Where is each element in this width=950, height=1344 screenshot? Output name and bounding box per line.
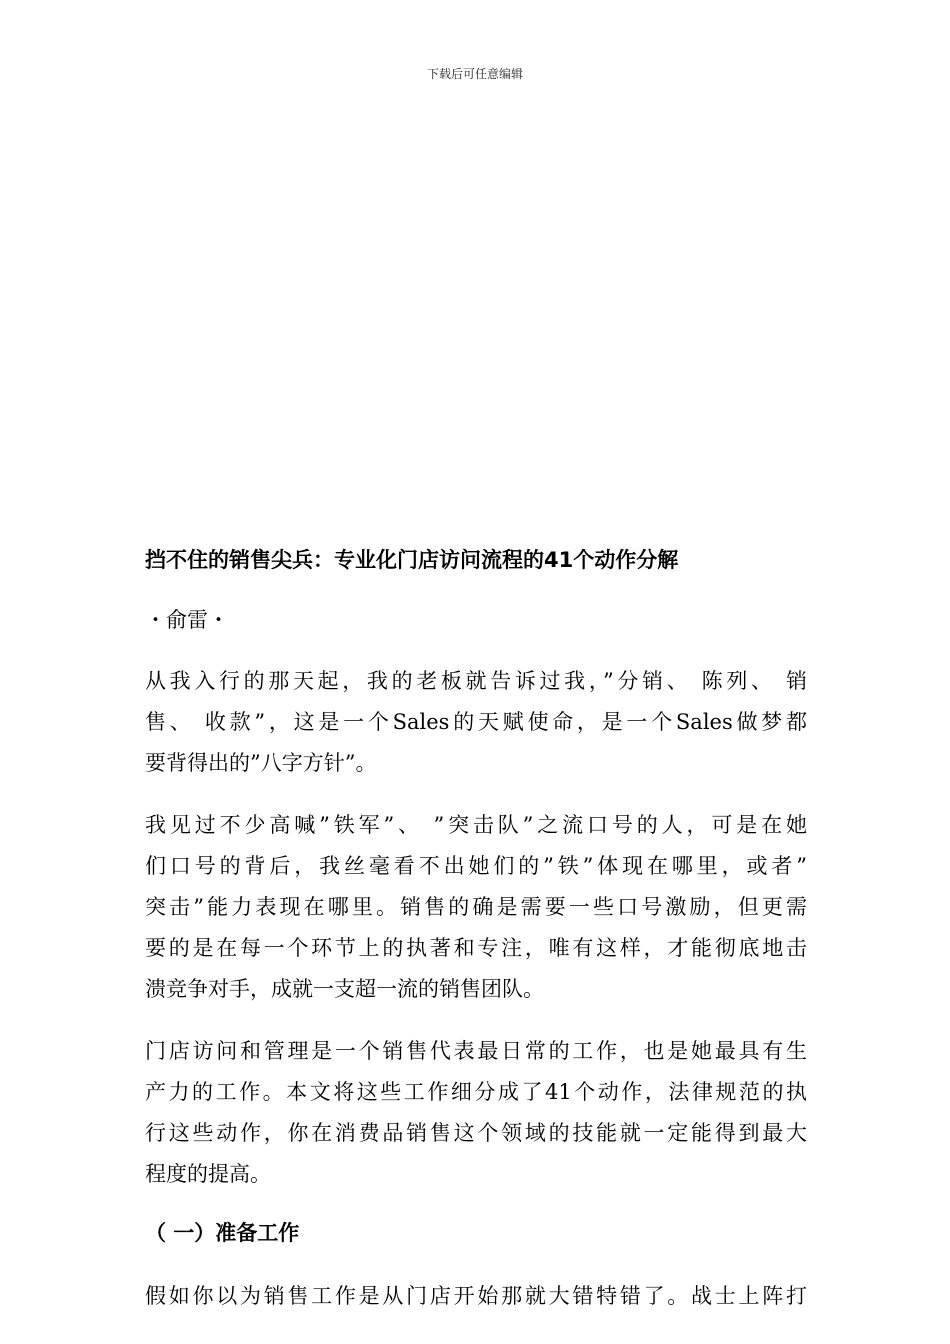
header-note: 下载后可任意编辑	[426, 67, 523, 81]
paragraph-line: 假如你以为销售工作是从门店开始那就大错特错了。战士上阵打	[145, 1284, 807, 1308]
paragraph-line: 程度的提高。	[145, 1162, 271, 1186]
paragraph-line: 产力的工作。本文将这些工作细分成了41个动作，法律规范的执	[145, 1080, 807, 1104]
article-title: 挡不住的销售尖兵：专业化门店访问流程的41个动作分解	[145, 548, 679, 572]
paragraph-line: 从我入行的那天起，我的老板就告诉过我，”分销、 陈列、 销	[145, 669, 807, 693]
section-heading: （ 一）准备工作	[145, 1221, 300, 1245]
article-body	[145, 543, 807, 1338]
paragraph-2	[145, 805, 807, 1010]
paragraph-1	[145, 661, 807, 784]
paragraph-3	[145, 1031, 807, 1195]
paragraph-line: 突击”能力表现在哪里。销售的确是需要一些口号激励，但更需	[145, 895, 807, 919]
paragraph-line: 要的是在每一个环节上的执著和专注，唯有这样，才能彻底地击	[145, 936, 807, 960]
paragraph-line: 售、 收款”，这是一个Sales的天赋使命，是一个Sales做梦都	[145, 710, 807, 734]
paragraph-line: 我见过不少高喊”铁军”、 ”突击队”之流口号的人，可是在她	[145, 813, 807, 837]
paragraph-line: 行这些动作，你在消费品销售这个领域的技能就一定能得到最大	[145, 1121, 807, 1145]
article-author: ・俞雷・	[145, 608, 229, 632]
paragraph-line: 要背得出的”八字方针”。	[145, 751, 377, 775]
paragraph-line: 们口号的背后，我丝毫看不出她们的”铁”体现在哪里，或者”	[145, 854, 807, 878]
paragraph-line: 溃竞争对手，成就一支超一流的销售团队。	[145, 977, 544, 1001]
paragraph-line: 门店访问和管理是一个销售代表最日常的工作，也是她最具有生	[145, 1039, 807, 1063]
paragraph-4	[145, 1276, 807, 1317]
